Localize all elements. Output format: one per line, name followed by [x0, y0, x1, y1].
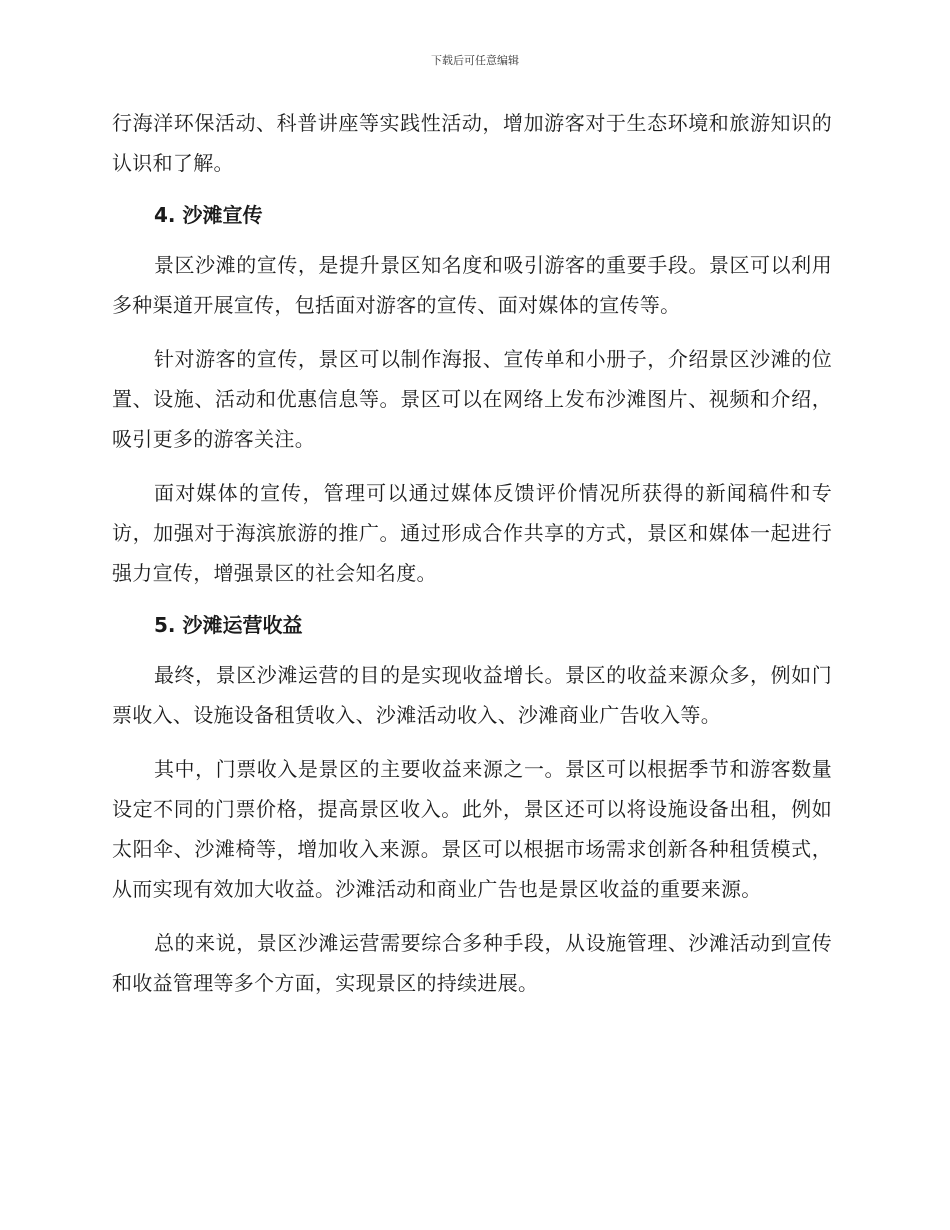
paragraph-promotion-intro: 景区沙滩的宣传，是提升景区知名度和吸引游客的重要手段。景区可以利用多种渠道开展宣传，包括面对游客的宣传、面对媒体的宣传等。 — [112, 253, 832, 317]
section-heading-beach-revenue: 5. 沙滩运营收益 — [154, 613, 303, 637]
document-body — [112, 103, 832, 1017]
paragraph-continued: 行海洋环保活动、科普讲座等实践性活动，增加游客对于生态环境和旅游知识的认识和了解。 — [112, 111, 832, 175]
section-heading-beach-promotion: 4. 沙滩宣传 — [154, 203, 263, 227]
paragraph-revenue-details: 其中，门票收入是景区的主要收益来源之一。景区可以根据季节和游客数量设定不同的门票价格，提高景区收入。此外，景区还可以将设施设备出租，例如太阳伞、沙滩椅等，增加收入来源。景区可以根据市场需求创新各种租赁模式，从而实现有效加大收益。沙滩活动和商业广告也是景区收益的重要来源。 — [112, 757, 832, 901]
paragraph-revenue-intro: 最终，景区沙滩运营的目的是实现收益增长。景区的收益来源众多，例如门票收入、设施设备租赁收入、沙滩活动收入、沙滩商业广告收入等。 — [112, 663, 832, 727]
page-header: 下载后可任意编辑 — [431, 54, 519, 67]
paragraph-conclusion: 总的来说，景区沙滩运营需要综合多种手段，从设施管理、沙滩活动到宣传和收益管理等多个方面，实现景区的持续进展。 — [112, 931, 832, 995]
paragraph-promotion-media: 面对媒体的宣传，管理可以通过媒体反馈评价情况所获得的新闻稿件和专访，加强对于海滨旅游的推广。通过形成合作共享的方式，景区和媒体一起进行强力宣传，增强景区的社会知名度。 — [112, 481, 832, 585]
paragraph-promotion-visitors: 针对游客的宣传，景区可以制作海报、宣传单和小册子，介绍景区沙滩的位置、设施、活动和优惠信息等。景区可以在网络上发布沙滩图片、视频和介绍，吸引更多的游客关注。 — [112, 347, 832, 451]
